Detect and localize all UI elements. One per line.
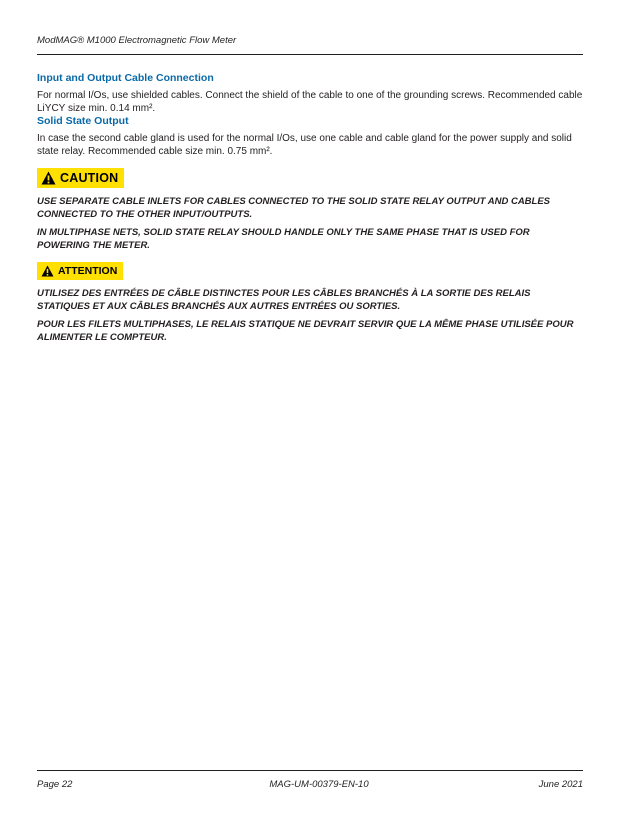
attention-label xyxy=(37,262,123,280)
document-id: MAG-UM-00379-EN-10 xyxy=(269,779,369,790)
attention-text-1: UTILISEZ DES ENTRÉES DE CÂBLE DISTINCTES POUR LES CÂBLES BRANCHÉS À LA SORTIE DES RELAIS STATIQUES ET AUX CÂBLES BRANCHÉS AUX AUTRES ENTRÉES OU SORTIES. xyxy=(37,288,531,312)
publication-date: June 2021 xyxy=(538,779,583,790)
page-number: Page 22 xyxy=(37,779,73,790)
header-divider xyxy=(37,54,583,55)
document-title: ModMAG® M1000 Electromagnetic Flow Meter xyxy=(37,35,237,46)
warning-triangle-icon xyxy=(41,265,54,277)
page-content xyxy=(37,72,583,344)
caution-text-1: USE SEPARATE CABLE INLETS FOR CABLES CONNECTED TO THE SOLID STATE RELAY OUTPUT AND CABLES CONNECTED TO THE OTHER INPUT/OUTPUTS. xyxy=(37,196,551,220)
attention-label-text: ATTENTION xyxy=(58,265,118,277)
section-heading-solid-state-output: Solid State Output xyxy=(37,115,129,127)
section-body-io-cable: For normal I/Os, use shielded cables. Connect the shield of the cable to one of the grounding screws. Recommended cable LiYCY size min. 0.14 mm². xyxy=(37,90,583,114)
attention-text-2: POUR LES FILETS MULTIPHASES, LE RELAIS STATIQUE NE DEVRAIT SERVIR QUE LA MÊME PHASE UTILISÉE POUR ALIMENTER LE COMPTEUR. xyxy=(37,319,574,343)
section-body-solid-state-output: In case the second cable gland is used for the normal I/Os, use one cable and cable gland for the power supply and solid state relay. Recommended cable size min. 0.75 mm². xyxy=(37,133,572,157)
caution-label-text: CAUTION xyxy=(60,171,119,185)
footer-divider xyxy=(37,770,583,771)
caution-label xyxy=(37,168,124,188)
section-heading-io-cable: Input and Output Cable Connection xyxy=(37,72,214,84)
caution-text-2: IN MULTIPHASE NETS, SOLID STATE RELAY SHOULD HANDLE ONLY THE SAME PHASE THAT IS USED FOR POWERING THE METER. xyxy=(37,227,530,251)
warning-triangle-icon xyxy=(41,171,56,185)
